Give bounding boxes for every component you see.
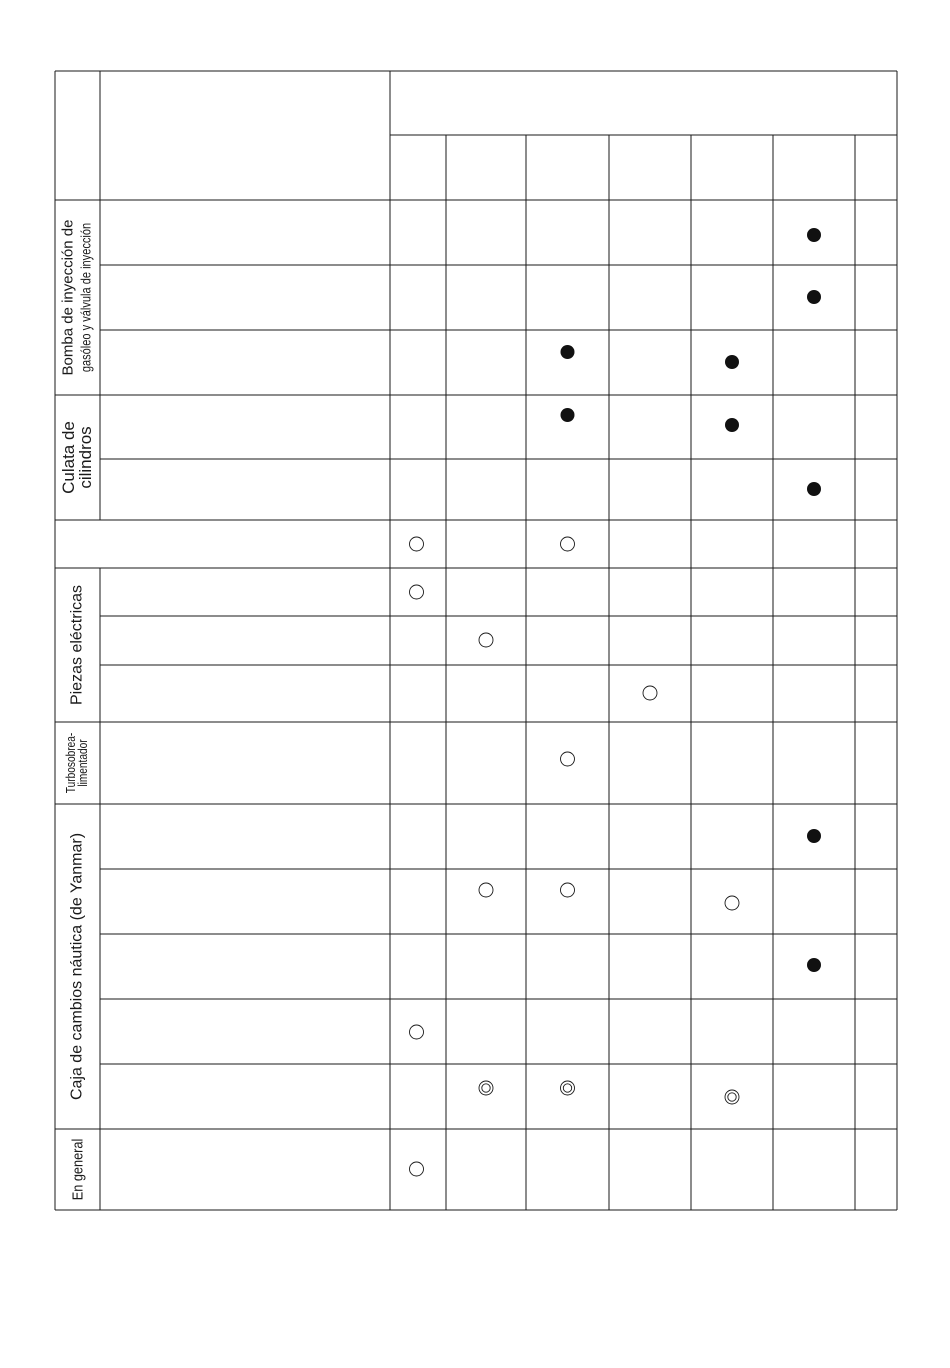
open-circle-mark: [410, 1162, 424, 1176]
filled-circle-mark: [807, 958, 821, 972]
group-label-turbo-line-2: limentador: [75, 739, 91, 787]
group-label-gearbox: Caja de cambios náutica (de Yanmar): [68, 832, 86, 1101]
open-circle-mark: [479, 633, 493, 647]
double-circle-mark: [561, 1081, 575, 1095]
open-circle-mark: [479, 883, 493, 897]
filled-circle-mark: [725, 418, 739, 432]
filled-circle-mark: [807, 829, 821, 843]
group-label-fuel-line-1: Bomba de inyección de: [59, 219, 77, 376]
group-labels: [59, 220, 95, 1201]
open-circle-mark: [561, 752, 575, 766]
double-circle-mark: [479, 1081, 493, 1095]
filled-circle-mark: [807, 228, 821, 242]
double-circle-mark: [725, 1090, 739, 1104]
filled-circle-mark: [807, 290, 821, 304]
open-circle-mark: [561, 883, 575, 897]
open-circle-mark: [410, 585, 424, 599]
filled-circle-mark: [807, 482, 821, 496]
group-label-elec: Piezas eléctricas: [68, 584, 86, 706]
group-label-general: En general: [68, 1138, 86, 1201]
open-circle-mark: [410, 537, 424, 551]
open-circle-mark: [725, 896, 739, 910]
group-label-head-line-2: cilindros: [76, 426, 95, 489]
check-marks: [410, 228, 822, 1176]
filled-circle-mark: [561, 345, 575, 359]
group-label-turbo-line-1: Turbosobrea-: [63, 732, 79, 794]
open-circle-mark: [410, 1025, 424, 1039]
group-label-fuel-line-2: gasóleo y válvula de inyección: [78, 222, 94, 373]
group-label-head-line-1: Culata de: [59, 421, 78, 494]
open-circle-mark: [561, 537, 575, 551]
filled-circle-mark: [725, 355, 739, 369]
table-grid: [55, 71, 897, 1210]
filled-circle-mark: [561, 408, 575, 422]
open-circle-mark: [643, 686, 657, 700]
